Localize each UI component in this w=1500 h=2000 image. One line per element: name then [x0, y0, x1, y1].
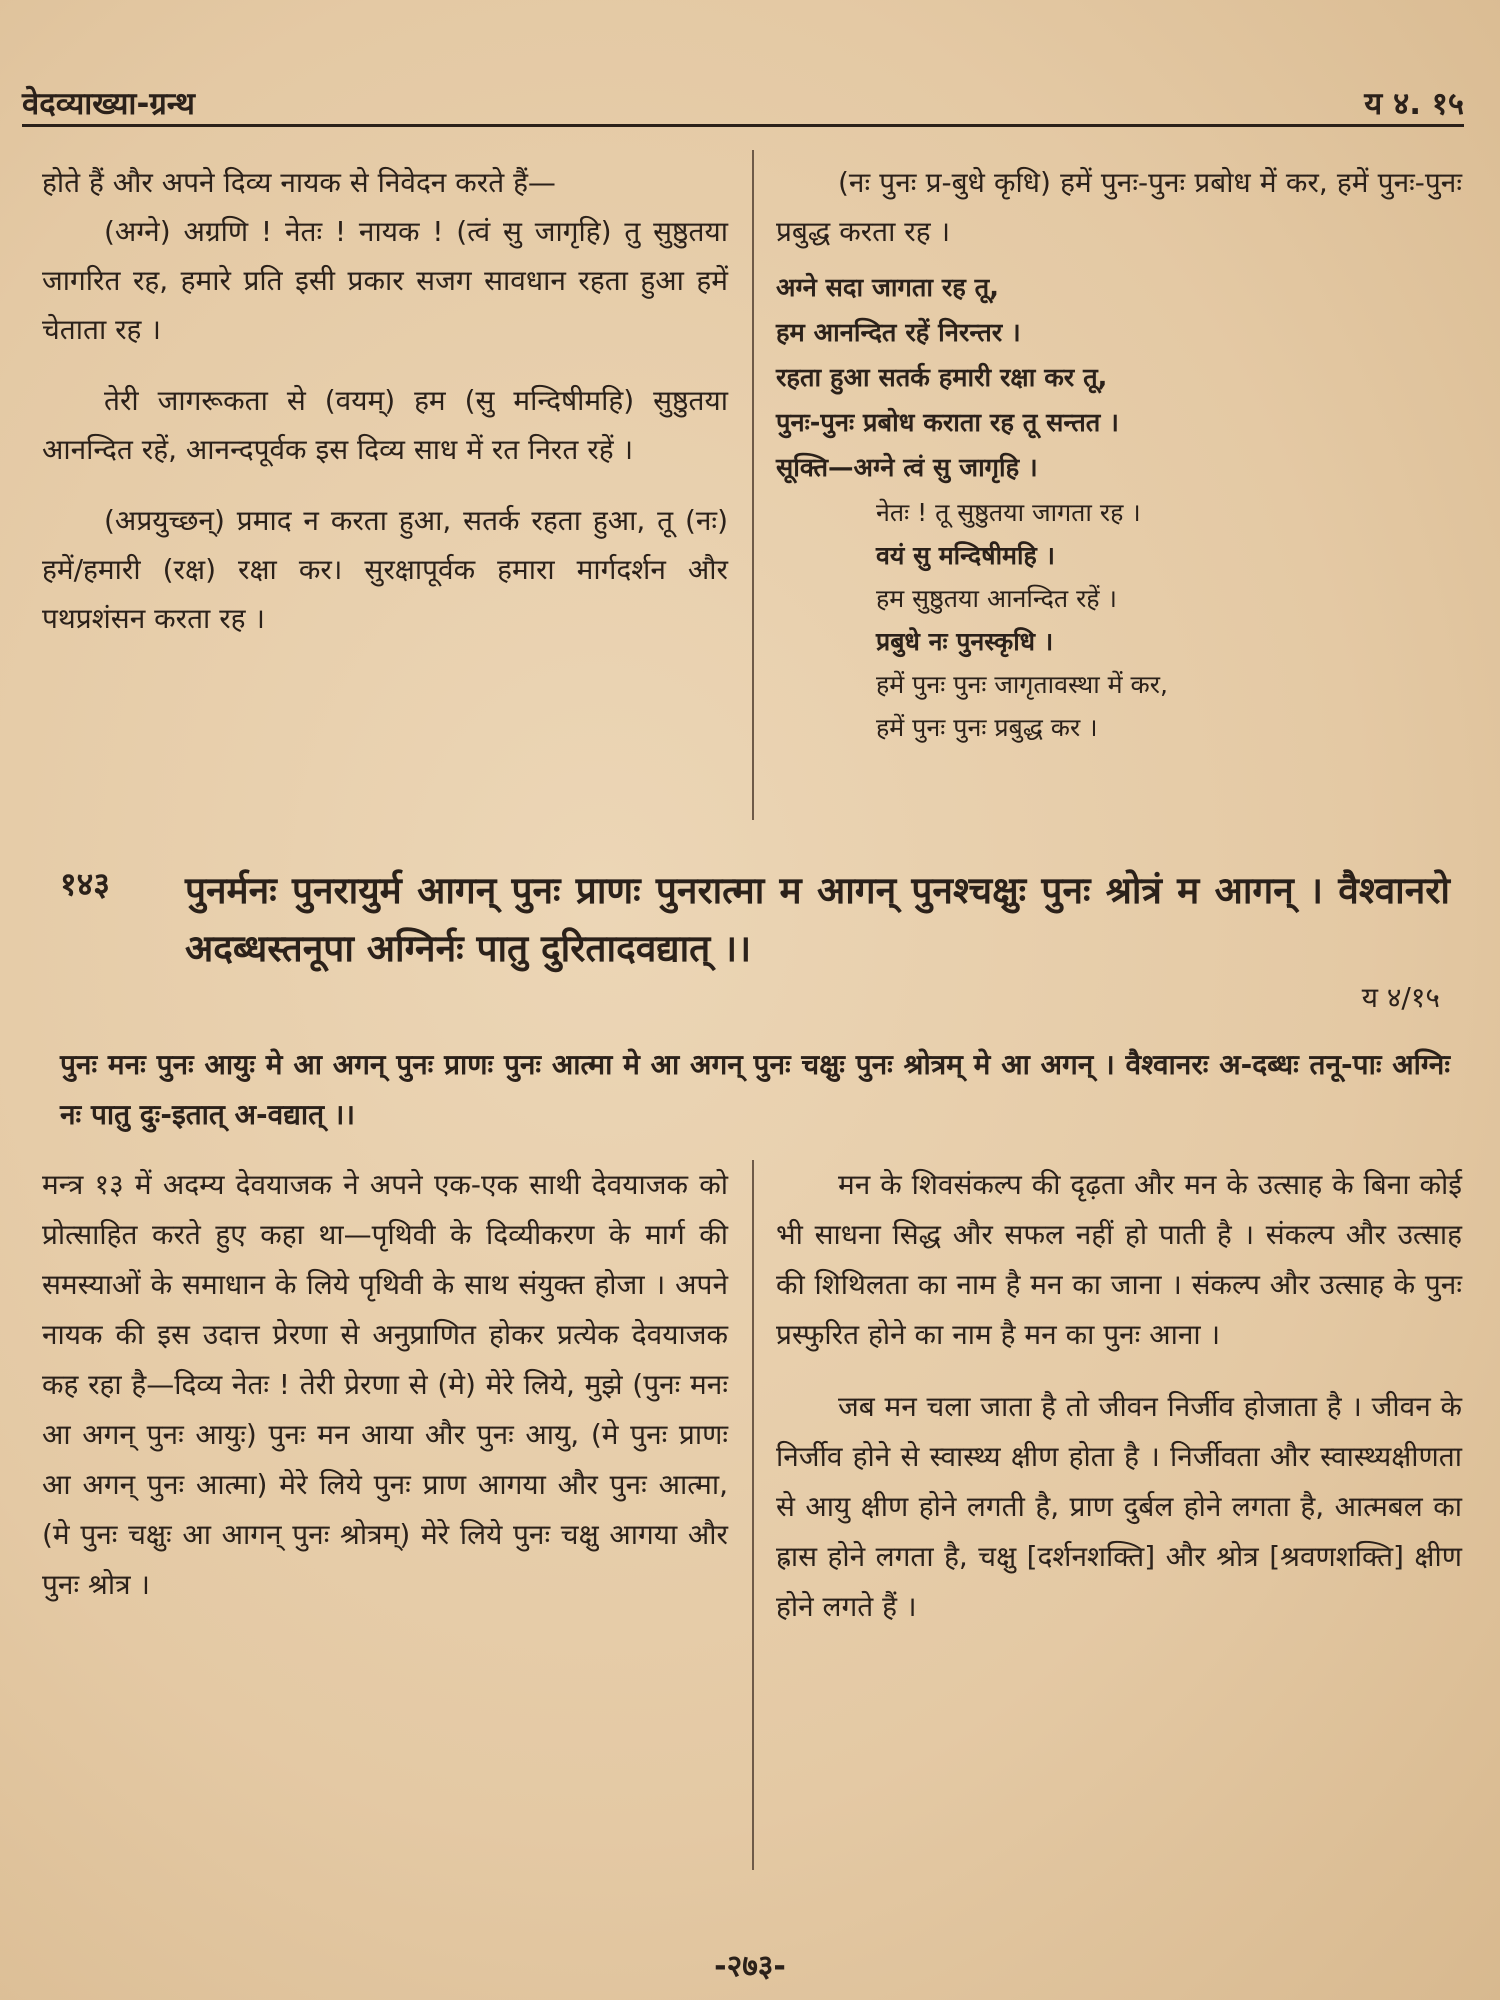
upper-left-column [42, 158, 728, 643]
poem-line: पुनः-पुनः प्रबोध कराता रह तू सन्तत । [776, 408, 1119, 438]
paragraph: तेरी जागरूकता से (वयम्) हम (सु मन्दिषीमहि) सुष्ठुतया आनन्दित रहें, आनन्दपूर्वक इस दिव्य साध में रत निरत रहें । [42, 384, 728, 466]
sukti-line: नेतः ! तू सुष्ठुतया जागता रह । [876, 498, 1141, 527]
poem-line: रहता हुआ सतर्क हमारी रक्षा कर तू, [776, 363, 1108, 393]
paragraph: (अग्ने) अग्रणि ! नेतः ! नायक ! (त्वं सु जागृहि) तु सुष्ठुतया जागरित रह, हमारे प्रति इसी प्रकार सजग सावधान रहता हुआ हमें चेताता रह । [42, 215, 728, 346]
mantra-text: पुनर्मनः पुनरायुर्म आगन् पुनः प्राणः पुनरात्मा म आगन् पुनश्चक्षुः पुनः श्रोत्रं म आगन् । वैश्वानरो अदब्धस्तनूपा अग्निर्नः पातु दुरितादवद्यात् ।। [185, 869, 1450, 970]
column-divider [752, 1160, 754, 1870]
verse-poem [776, 266, 1462, 446]
sukti-line: वयं सु मन्दिषीमहि । [876, 541, 1055, 570]
padapatha-text: पुनः मनः पुनः आयुः मे आ अगन् पुनः प्राणः पुनः आत्मा मे आ अगन् पुनः चक्षुः पुनः श्रोत्रम् मे आ अगन् । वैश्वानरः अ-दब्धः तनू-पाः अग्निः नः पातु दुः-इतात् अ-वद्यात् ।। [60, 1048, 1450, 1131]
mantra-number: १४३ [60, 865, 110, 903]
sukti-line: हमें पुनः पुनः जागृतावस्था में कर, [876, 670, 1168, 699]
paragraph: मन के शिवसंकल्प की दृढ़ता और मन के उत्साह के बिना कोई भी साधना सिद्ध और सफल नहीं हो पाती है । संकल्प और उत्साह की शिथिलता का नाम है मन का जाना । संकल्प और उत्साह के पुनः प्रस्फुरित होने का नाम है मन का पुनः आना । [776, 1168, 1462, 1351]
sukti-line: हम सुष्ठुतया आनन्दित रहें । [876, 584, 1117, 613]
paragraph: होते हैं और अपने दिव्य नायक से निवेदन करते हैं— [42, 166, 556, 199]
sukti-line: प्रबुधे नः पुनस्कृधि । [876, 627, 1054, 656]
poem-line: हम आनन्दित रहें निरन्तर । [776, 318, 1021, 348]
sukti-line: हमें पुनः पुनः प्रबुद्ध कर । [876, 713, 1098, 742]
paragraph: (अप्रयुच्छन्) प्रमाद न करता हुआ, सतर्क रहता हुआ, तू (नः) हमें/हमारी (रक्ष) रक्षा कर। सुरक्षापूर्वक हमारा मार्गदर्शन और पथप्रशंसन करता रह । [42, 504, 728, 635]
book-title: वेदव्याख्या-ग्रन्थ [22, 86, 195, 122]
paragraph: (नः पुनः प्र-बुधे कृधि) हमें पुनः-पुनः प्रबोध में कर, हमें पुनः-पुनः प्रबुद्ध करता रह । [776, 166, 1462, 248]
running-header [22, 76, 1464, 126]
lower-right-column [776, 1160, 1462, 1632]
paragraph: मन्त्र १३ में अदम्य देवयाजक ने अपने एक-एक साथी देवयाजक को प्रोत्साहित करते हुए कहा था—पृथिवी के दिव्यीकरण के मार्ग की समस्याओं के समाधान के लिये पृथिवी के साथ संयुक्त होजा । अपने नायक की इस उदात्त प्रेरणा से अनुप्राणित होकर प्रत्येक देवयाजक कह रहा है—दिव्य नेतः ! तेरी प्रेरणा से (मे) मेरे लिये, मुझे (पुनः मनः आ अगन् पुनः आयुः) पुनः मन आया और पुनः आयु, (मे पुनः प्राणः आ अगन् पुनः आत्मा) मेरे लिये पुनः प्राण आगया और पुनः आत्मा, (मे पुनः चक्षुः आ आगन् पुनः श्रोत्रम्) मेरे लिये पुनः चक्षु आगया और पुनः श्रोत्र । [42, 1168, 728, 1601]
sukti-label: सूक्ति—अग्ने त्वं सु जागृहि । [776, 453, 1038, 483]
upper-right-column [776, 158, 1462, 749]
column-divider [752, 150, 754, 820]
mantra-reference: य ४/१५ [1361, 981, 1440, 1014]
page-number: -२७३- [714, 1949, 786, 1984]
lower-left-column [42, 1160, 728, 1610]
verse-reference: य ४. १५ [1364, 86, 1464, 122]
paragraph: जब मन चला जाता है तो जीवन निर्जीव होजाता है । जीवन के निर्जीव होने से स्वास्थ्य क्षीण होता है । निर्जीवता और स्वास्थ्यक्षीणता से आयु क्षीण होने लगती है, प्राण दुर्बल होने लगता है, आत्मबल का ह्रास होने लगता है, चक्षु [दर्शनशक्ति] और श्रोत्र [श्रवणशक्ति] क्षीण होने लगते हैं । [776, 1390, 1462, 1623]
header-rule [22, 124, 1464, 127]
poem-line: अग्ने सदा जागता रह तू, [776, 273, 999, 303]
